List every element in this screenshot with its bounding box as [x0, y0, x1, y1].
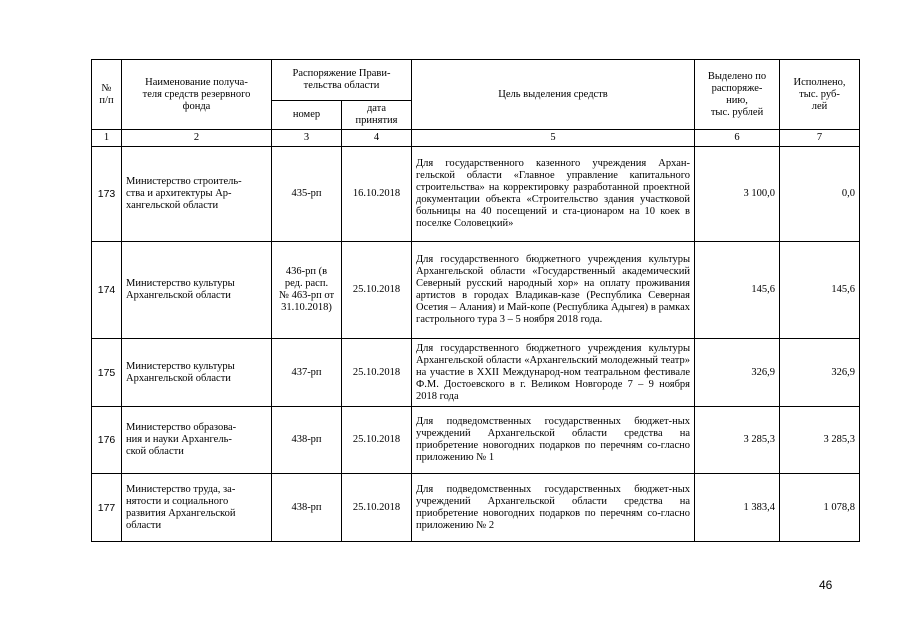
order-number-cell: 435-рп: [272, 147, 342, 242]
row-number: 173: [92, 147, 122, 242]
column-index: 2: [122, 130, 272, 147]
column-index: 3: [272, 130, 342, 147]
order-date-cell: 25.10.2018: [342, 242, 412, 339]
table-row: [92, 242, 860, 339]
row-number: 175: [92, 339, 122, 407]
header-no: № п/п: [92, 60, 122, 130]
purpose-cell: Для государственного бюджетного учреждения культуры Архангельской области «Государственный академический Северный русский народный хор» на оплату проживания артистов в городах Владикав-казе (Республика Северная Осетия – Алания) и Май-копе (Республика Адыгея) в рамках гастрольного тура 3 – 5 ноября 2018 года.: [412, 242, 695, 339]
column-index-row: [92, 130, 860, 147]
row-number: 177: [92, 474, 122, 542]
executed-cell: 1 078,8: [780, 474, 860, 542]
allocated-cell: 145,6: [695, 242, 780, 339]
header-order-group: Распоряжение Прави- тельства области: [272, 60, 412, 101]
column-index: 5: [412, 130, 695, 147]
recipient-cell: Министерство культуры Архангельской области: [122, 339, 272, 407]
order-date-cell: 25.10.2018: [342, 339, 412, 407]
column-index: 4: [342, 130, 412, 147]
allocated-cell: 1 383,4: [695, 474, 780, 542]
purpose-cell: Для государственного казенного учреждения Архан-гельской области «Главное управление капитального строительства» на корректировку разработанной проектной документации объекта «Строительство здания участковой больницы на 40 посещений и ста-ционаром на 10 коек в поселке Соловецкий»: [412, 147, 695, 242]
table-row: [92, 339, 860, 407]
column-index: 6: [695, 130, 780, 147]
recipient-cell: Министерство строитель- ства и архитектуры Ар- хангельской области: [122, 147, 272, 242]
allocated-cell: 3 100,0: [695, 147, 780, 242]
executed-cell: 0,0: [780, 147, 860, 242]
allocated-cell: 3 285,3: [695, 407, 780, 474]
table-row: [92, 407, 860, 474]
header-executed: Исполнено, тыс. руб- лей: [780, 60, 860, 130]
executed-cell: 145,6: [780, 242, 860, 339]
order-date-cell: 25.10.2018: [342, 474, 412, 542]
recipient-cell: Министерство труда, за- нятости и социального развития Архангельской области: [122, 474, 272, 542]
column-index: 1: [92, 130, 122, 147]
column-index: 7: [780, 130, 860, 147]
purpose-cell: Для подведомственных государственных бюджет-ных учреждений Архангельской области средства на приобретение новогодних подарков по перечням со-гласно приложению № 2: [412, 474, 695, 542]
appropriations-table: [91, 59, 860, 542]
order-number-cell: 437-рп: [272, 339, 342, 407]
header-order-number: номер: [272, 101, 342, 130]
purpose-cell: Для подведомственных государственных бюджет-ных учреждений Архангельской области средства на приобретение новогодних подарков по перечням со-гласно приложению № 1: [412, 407, 695, 474]
executed-cell: 3 285,3: [780, 407, 860, 474]
order-number-cell: 438-рп: [272, 407, 342, 474]
order-number-cell: 438-рп: [272, 474, 342, 542]
order-date-cell: 25.10.2018: [342, 407, 412, 474]
header-order-date: дата принятия: [342, 101, 412, 130]
table-row: [92, 474, 860, 542]
recipient-cell: Министерство культуры Архангельской области: [122, 242, 272, 339]
recipient-cell: Министерство образова- ния и науки Архангель- ской области: [122, 407, 272, 474]
page-number: 46: [819, 578, 833, 592]
order-number-cell: 436-рп (в ред. расп. № 463-рп от 31.10.2018): [272, 242, 342, 339]
header-purpose: Цель выделения средств: [412, 60, 695, 130]
header-recipient: Наименование получа- теля средств резервного фонда: [122, 60, 272, 130]
header-allocated: Выделено по распоряже- нию, тыс. рублей: [695, 60, 780, 130]
purpose-cell: Для государственного бюджетного учреждения культуры Архангельской области «Архангельский молодежный театр» на участие в XXII Международ-ном театральном фестивале Ф.М. Достоевского в г. Великом Новгороде 7 – 9 ноября 2018 года: [412, 339, 695, 407]
table-row: [92, 147, 860, 242]
order-date-cell: 16.10.2018: [342, 147, 412, 242]
row-number: 174: [92, 242, 122, 339]
row-number: 176: [92, 407, 122, 474]
allocated-cell: 326,9: [695, 339, 780, 407]
executed-cell: 326,9: [780, 339, 860, 407]
